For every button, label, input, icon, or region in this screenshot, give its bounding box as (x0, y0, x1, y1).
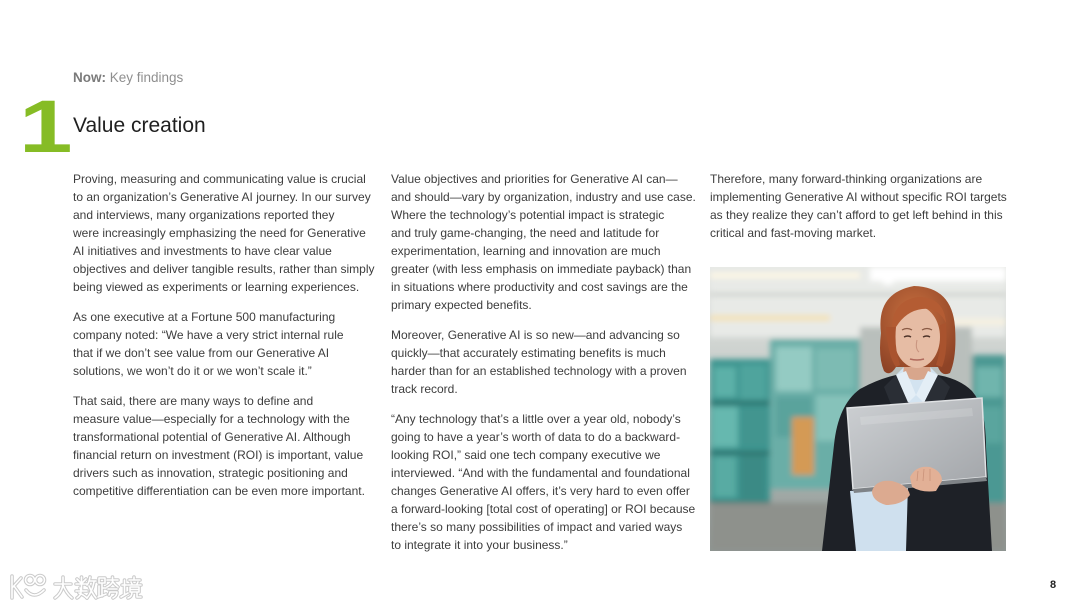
body-text-line: experimentation, learning and innovation are much (391, 244, 661, 258)
body-paragraph (73, 308, 375, 380)
body-text-line: drivers such as innovation, strategic positioning and (73, 466, 348, 480)
feature-photo (710, 267, 1006, 551)
body-paragraph (710, 170, 1007, 242)
finding-title: Value creation (73, 114, 206, 137)
body-text-line: track record. (391, 382, 458, 396)
body-text-line: and truly game-changing, the need and latitude for (391, 226, 660, 240)
body-text-line: That said, there are many ways to define and (73, 394, 314, 408)
text-column-1 (73, 170, 375, 512)
body-text-line: primary expected benefits. (391, 298, 532, 312)
body-text-line: transformational potential of Generative AI. Although (73, 430, 351, 444)
section-prefix: Now: (73, 70, 106, 85)
body-text-line: As one executive at a Fortune 500 manufacturing (73, 310, 336, 324)
feature-photo-image (710, 267, 1006, 551)
body-text-line: changes Generative AI offers, it’s very hard to even offer (391, 484, 690, 498)
body-paragraph (391, 326, 696, 398)
body-text-line: Where the technology’s potential impact is strategic (391, 208, 665, 222)
section-title: Key findings (109, 70, 184, 85)
body-text-line: being viewed as experiments or learning experiences. (73, 280, 360, 294)
watermark-logo-image (4, 568, 150, 604)
body-text-line: Therefore, many forward-thinking organizations are (710, 172, 983, 186)
body-text-line: financial return on investment (ROI) is important, value (73, 448, 364, 462)
body-text-line: Proving, measuring and communicating value is crucial (73, 172, 366, 186)
body-text-line: “Any technology that’s a little over a year old, nobody’s (391, 412, 681, 426)
body-text-line: there’s so many possibilities of impact and varied ways (391, 520, 683, 534)
body-text-line: and should—vary by organization, industry and use case. (391, 190, 696, 204)
text-column-2 (391, 170, 696, 566)
body-text-line: a forward-looking [total cost of operating] or ROI because (391, 502, 696, 516)
body-text-line: solutions, we won’t do it or we won’t scale it.” (73, 364, 312, 378)
body-text-line: looking ROI,” said one tech company executive we (391, 448, 661, 462)
body-text-line: and interviews, many organizations reported they (73, 208, 335, 222)
body-text-line: AI initiatives and investments to have clear value (73, 244, 332, 258)
body-text-line: as they realize they can’t afford to get left behind in this (710, 208, 1003, 222)
body-text-line: Moreover, Generative AI is so new—and advancing so (391, 328, 680, 342)
watermark-logo (4, 568, 150, 604)
body-paragraph (73, 170, 375, 296)
page-number: 8 (1050, 579, 1057, 591)
body-text-line: to an organization’s Generative AI journey. In our survey (73, 190, 371, 204)
body-text-line: were increasingly emphasizing the need for Generative (73, 226, 366, 240)
section-kicker (73, 70, 183, 86)
body-text-line: objectives and deliver tangible results, rather than simply (73, 262, 375, 276)
body-paragraph (391, 170, 696, 314)
body-paragraph (73, 392, 375, 500)
text-column-3 (710, 170, 1007, 254)
body-text-line: implementing Generative AI without specific ROI targets (710, 190, 1007, 204)
body-paragraph (391, 410, 696, 554)
body-text-line: that if we don’t see value from our Generative AI (73, 346, 330, 360)
body-text-line: company noted: “We have a very strict internal rule (73, 328, 344, 342)
body-text-line: greater (with less emphasis on immediate payback) than (391, 262, 692, 276)
body-text-line: going to have a year’s worth of data to do a backward- (391, 430, 681, 444)
body-text-line: Value objectives and priorities for Generative AI can— (391, 172, 678, 186)
finding-number: 1 (19, 85, 73, 168)
body-text-line: measure value—especially for a technology with the (73, 412, 350, 426)
body-text-line: interviewed. “And with the fundamental and foundational (391, 466, 690, 480)
body-text-line: in situations where productivity and cost savings are the (391, 280, 688, 294)
body-text-line: harder than for an established technology with a proven (391, 364, 687, 378)
body-text-line: critical and fast-moving market. (710, 226, 877, 240)
body-text-line: quickly—that accurately estimating benefits is much (391, 346, 666, 360)
body-text-line: competitive differentiation can be even more important. (73, 484, 365, 498)
body-text-line: to integrate it into your business.” (391, 538, 568, 552)
